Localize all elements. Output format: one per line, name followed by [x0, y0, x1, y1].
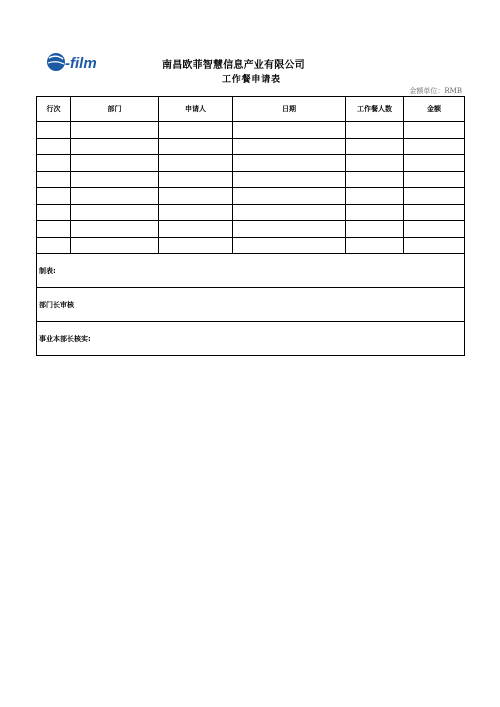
- table-cell[interactable]: [71, 155, 159, 172]
- table-cell[interactable]: [159, 155, 233, 172]
- table-cell[interactable]: [346, 122, 404, 139]
- table-cell[interactable]: [37, 122, 71, 139]
- table-cell[interactable]: [71, 138, 159, 155]
- table-cell[interactable]: [404, 237, 465, 254]
- table-cell[interactable]: [404, 122, 465, 139]
- logo-text: -film: [65, 55, 97, 72]
- table-cell[interactable]: [71, 204, 159, 221]
- table-cell[interactable]: [37, 221, 71, 238]
- table-cell[interactable]: [71, 122, 159, 139]
- table-cell[interactable]: [233, 221, 346, 238]
- table-cell[interactable]: [37, 138, 71, 155]
- signature-label-division-verify: 事业本部长核实:: [37, 322, 465, 356]
- table-cell[interactable]: [233, 155, 346, 172]
- globe-icon: [46, 50, 108, 76]
- form-title: 工作餐申请表: [222, 75, 281, 85]
- column-header-row-no: 行次: [37, 97, 71, 122]
- table-cell[interactable]: [233, 122, 346, 139]
- signature-row-dept-review: [37, 288, 465, 322]
- table-cell[interactable]: [159, 188, 233, 205]
- column-header-applicant: 申请人: [159, 97, 233, 122]
- table-cell[interactable]: [71, 188, 159, 205]
- table-row: [37, 204, 465, 221]
- currency-unit-note: 金额单位：RMB: [409, 87, 462, 95]
- table-cell[interactable]: [346, 155, 404, 172]
- table-cell[interactable]: [159, 138, 233, 155]
- table-cell[interactable]: [159, 171, 233, 188]
- table-row: [37, 221, 465, 238]
- table-cell[interactable]: [404, 138, 465, 155]
- table-cell[interactable]: [346, 138, 404, 155]
- table-cell[interactable]: [404, 155, 465, 172]
- signature-row-preparer: [37, 254, 465, 288]
- table-row: [37, 188, 465, 205]
- table-cell[interactable]: [159, 237, 233, 254]
- company-name: 南昌欧菲智慧信息产业有限公司: [162, 60, 305, 71]
- signature-label-dept-review: 部门长审核: [37, 288, 465, 322]
- table-row: [37, 237, 465, 254]
- table-cell[interactable]: [159, 122, 233, 139]
- table-cell[interactable]: [37, 237, 71, 254]
- table-cell[interactable]: [71, 237, 159, 254]
- table-cell[interactable]: [346, 188, 404, 205]
- company-logo: [46, 50, 108, 76]
- table-cell[interactable]: [404, 204, 465, 221]
- table-cell[interactable]: [37, 171, 71, 188]
- table-cell[interactable]: [233, 204, 346, 221]
- table-row: [37, 138, 465, 155]
- table-header-row: [37, 97, 465, 122]
- table-cell[interactable]: [159, 204, 233, 221]
- table-cell[interactable]: [346, 221, 404, 238]
- table-cell[interactable]: [37, 204, 71, 221]
- table-cell[interactable]: [404, 171, 465, 188]
- table-cell[interactable]: [233, 138, 346, 155]
- table-cell[interactable]: [71, 171, 159, 188]
- column-header-date: 日期: [233, 97, 346, 122]
- column-header-amount: 金额: [404, 97, 465, 122]
- signature-row-division-verify: [37, 322, 465, 356]
- table-cell[interactable]: [346, 171, 404, 188]
- table-cell[interactable]: [233, 188, 346, 205]
- table-cell[interactable]: [404, 188, 465, 205]
- table-row: [37, 171, 465, 188]
- meal-request-table: [36, 96, 465, 356]
- table-row: [37, 122, 465, 139]
- column-header-headcount: 工作餐人数: [346, 97, 404, 122]
- table-cell[interactable]: [346, 204, 404, 221]
- table-cell[interactable]: [37, 155, 71, 172]
- table-cell[interactable]: [233, 171, 346, 188]
- table-cell[interactable]: [233, 237, 346, 254]
- table-cell[interactable]: [159, 221, 233, 238]
- table-row: [37, 155, 465, 172]
- table-cell[interactable]: [346, 237, 404, 254]
- table-cell[interactable]: [37, 188, 71, 205]
- signature-label-preparer: 制表:: [37, 254, 465, 288]
- table-cell[interactable]: [404, 221, 465, 238]
- column-header-department: 部门: [71, 97, 159, 122]
- table-cell[interactable]: [71, 221, 159, 238]
